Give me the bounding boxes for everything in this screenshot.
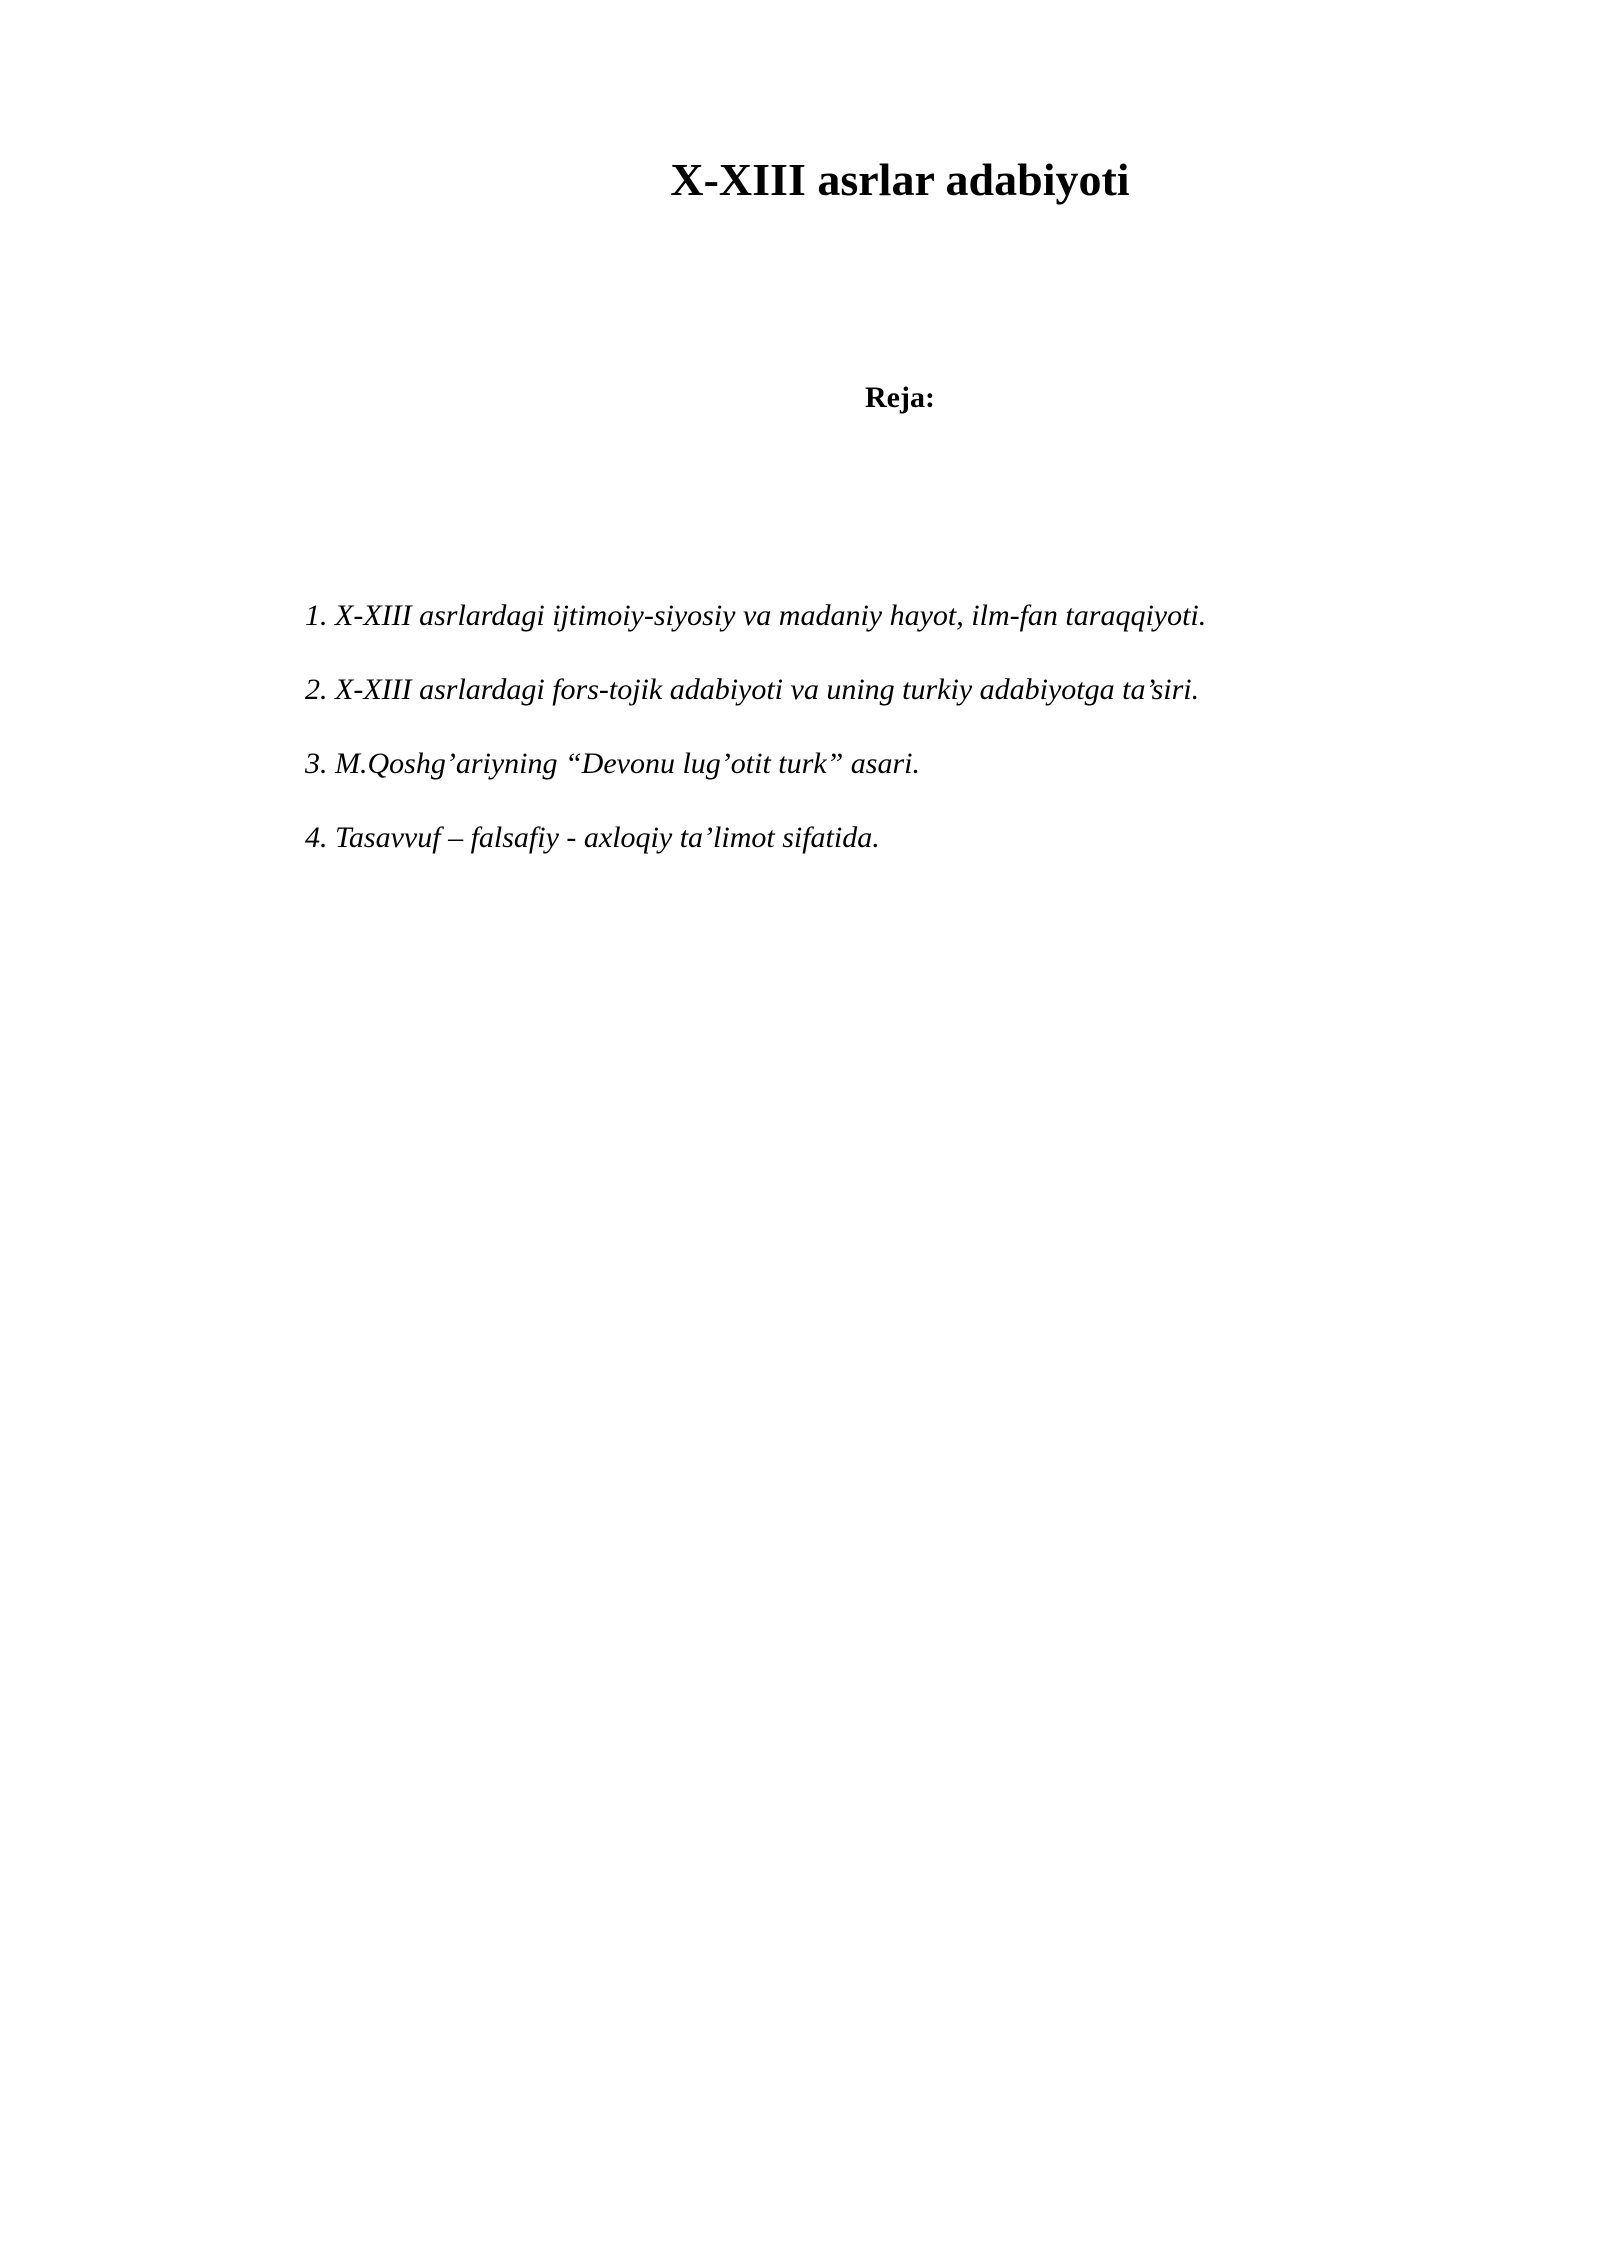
document-title: X-XIII asrlar adabiyoti [670, 154, 1130, 205]
plan-list [305, 598, 1206, 894]
plan-item: 3. M.Qoshg’ariyning “Devonu lug’otit turk” asari. [305, 747, 920, 780]
plan-item: 2. X-XIII asrlardagi fors-tojik adabiyoti va uning turkiy adabiyotga ta’siri. [305, 673, 1200, 706]
plan-heading: Reja: [865, 381, 935, 414]
plan-item: 4. Tasavvuf – falsafiy - axloqiy ta’limot sifatida. [305, 821, 880, 854]
plan-item: 1. X-XIII asrlardagi ijtimoiy-siyosiy va madaniy hayot, ilm-fan taraqqiyoti. [305, 599, 1207, 632]
